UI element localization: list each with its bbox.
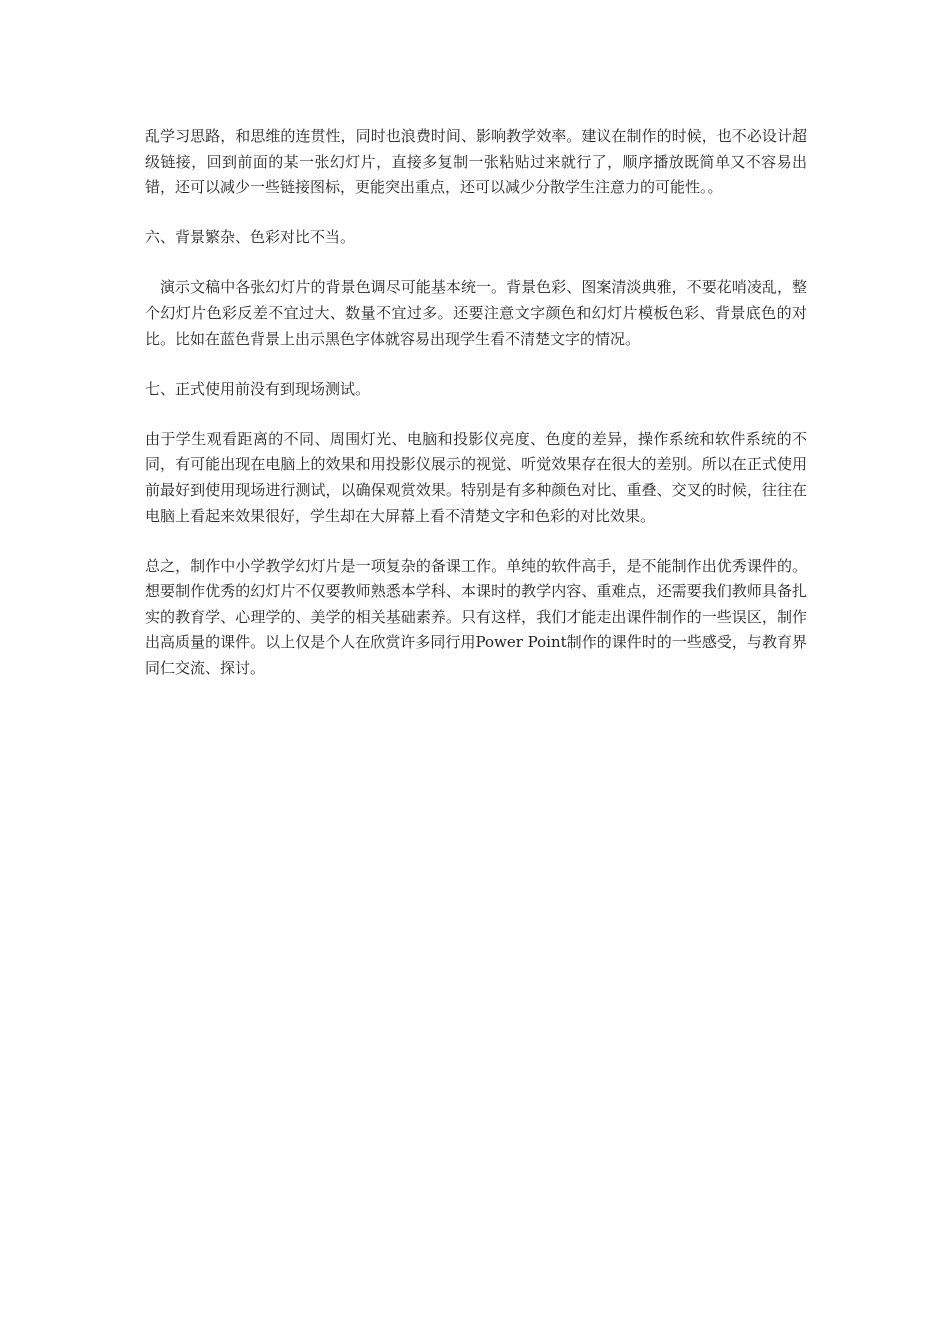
document-page: [145, 124, 807, 706]
body-paragraph: 演示文稿中各张幻灯片的背景色调尽可能基本统一。背景色彩、图案清淡典雅，不要花哨凌乱，整个幻灯片色彩反差不宜过大、数量不宜过多。还要注意文字颜色和幻灯片模板色彩、背景底色的对比。比如在蓝色背景上出示黑色字体就容易出现学生看不清楚文字的情况。: [145, 278, 807, 348]
conclusion-paragraph: 总之，制作中小学教学幻灯片是一项复杂的备课工作。单纯的软件高手，是不能制作出优秀课件的。想要制作优秀的幻灯片不仅要教师熟悉本学科、本课时的教学内容、重难点，还需要我们教师具备扎实的教育学、心理学的、美学的相关基础素养。只有这样，我们才能走出课件制作的一些误区，制作出高质量的课件。以上仅是个人在欣赏许多同行用Power Point制作的课件时的一些感受，与教育界同仁交流、探讨。: [145, 556, 807, 677]
section-heading-6: 六、背景繁杂、色彩对比不当。: [145, 228, 356, 247]
body-paragraph: 由于学生观看距离的不同、周围灯光、电脑和投影仪亮度、色度的差异，操作系统和软件系统的不同，有可能出现在电脑上的效果和用投影仪展示的视觉、听觉效果存在很大的差别。所以在正式使用前最好到使用现场进行测试，以确保观赏效果。特别是有多种颜色对比、重叠、交叉的时候，往往在电脑上看起来效果很好，学生却在大屏幕上看不清楚文字和色彩的对比效果。: [145, 429, 807, 525]
body-paragraph: 乱学习思路，和思维的连贯性，同时也浪费时间、影响教学效率。建议在制作的时候，也不必设计超级链接，回到前面的某一张幻灯片，直接多复制一张粘贴过来就行了，顺序播放既简单又不容易出错，还可以减少一些链接图标，更能突出重点，还可以减少分散学生注意力的可能性。。: [145, 127, 807, 197]
section-heading-7: 七、正式使用前没有到现场测试。: [145, 379, 371, 398]
